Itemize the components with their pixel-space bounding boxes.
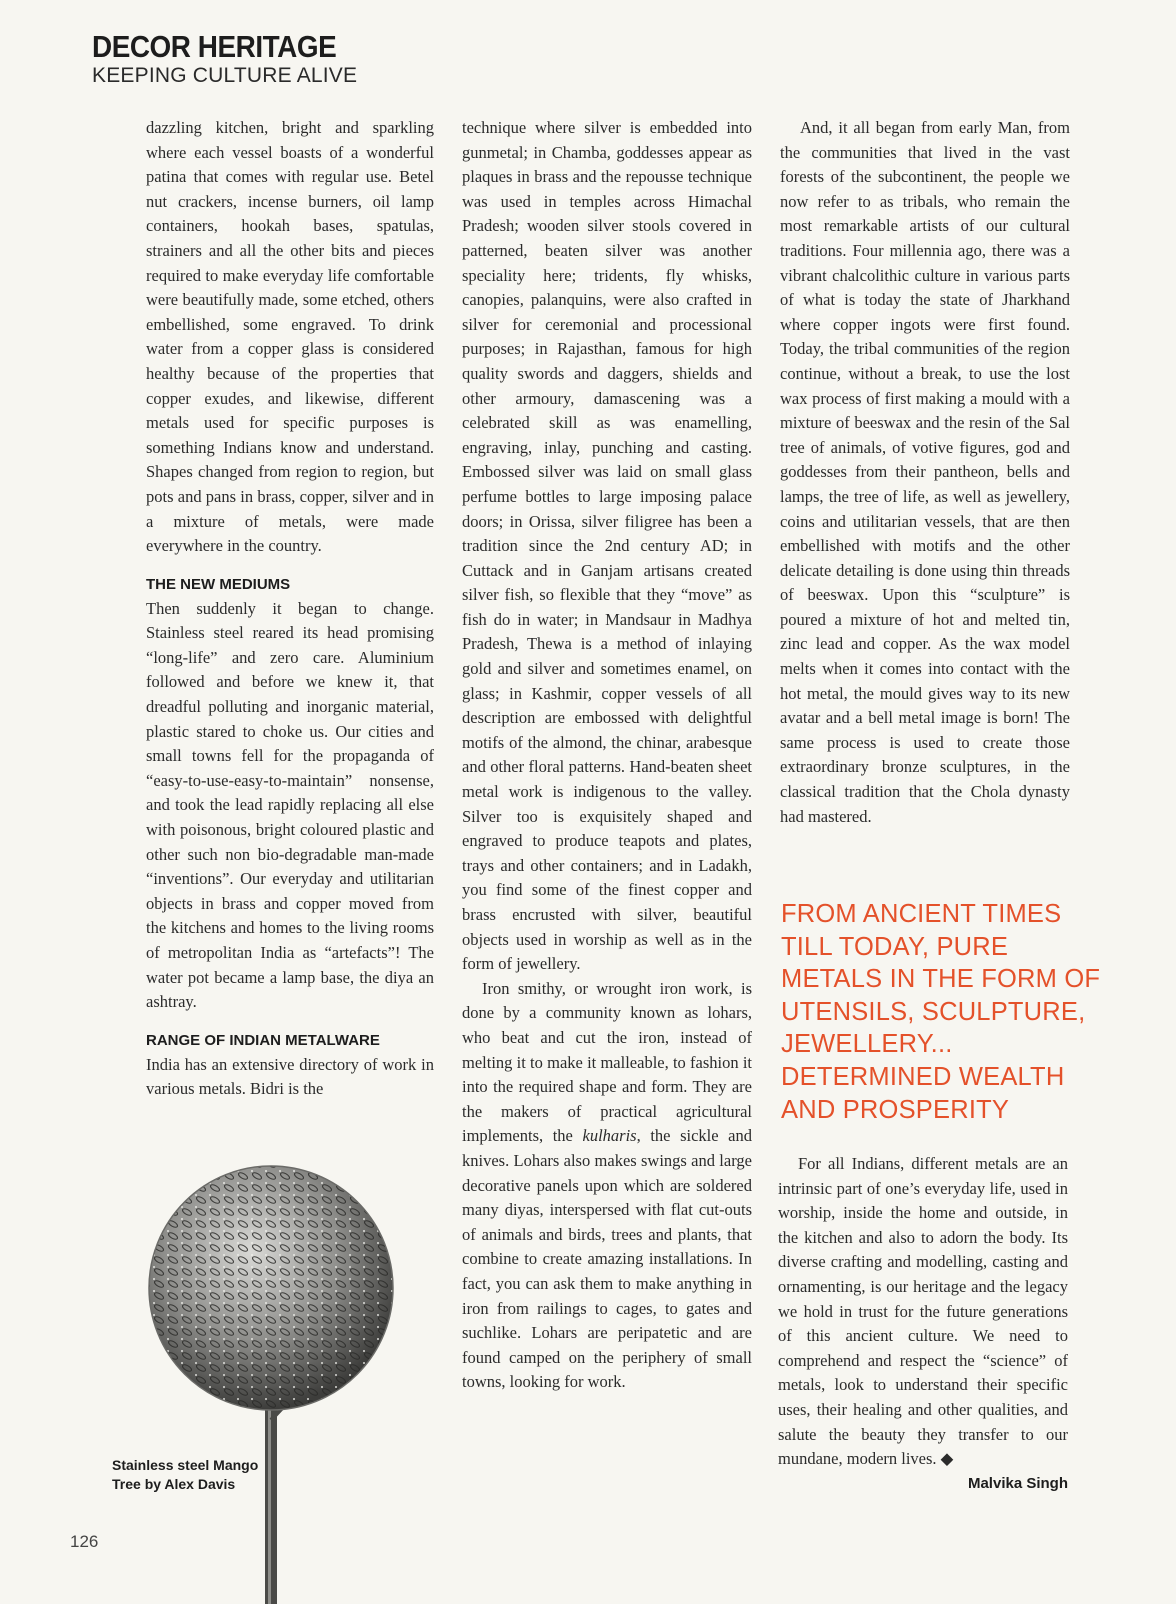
paragraph	[778, 1152, 1068, 1492]
pull-quote: FROM ANCIENT TIMES TILL TODAY, PURE METALS IN THE FORM OF UTENSILS, SCULPTURE, JEWELLERY... DETERMINED WEALTH AND PROSPERITY	[781, 900, 1101, 1124]
column-3-lower	[778, 1152, 1068, 1496]
paragraph: technique where silver is embedded into gunmetal; in Chamba, goddesses appear as plaques in brass and the repousse technique was used in temples across Himachal Pradesh; wooden silver stools covered in patterned, beaten silver was another speciality here; tridents, fly whisks, canopies, palanquins, were also crafted in silver for ceremonial and processional purposes; in Rajasthan, famous for high quality swords and daggers, shields and other armoury, damascening was a celebrated skill as was enamelling, engraving, inlay, punching and casting. Embossed silver was laid on small glass perfume bottles to large imposing palace doors; in Orissa, silver filigree has been a tradition since the 2nd century AD; in Cuttack and in Ganjam artisans created silver fish, so flexible that they “move” as fish do in water; in Mandsaur in Madhya Pradesh, Thewa is a method of inlaying gold and silver and sometimes enamel, on glass; in Kashmir, copper vessels of all description are embossed with delightful motifs of the almond, the chinar, arabesque and other floral patterns. Hand-beaten sheet metal work is indigenous to the valley. Silver too is exquisitely shaped and engraved to produce teapots and plates, trays and other containers; and in Ladakh, you find some of the finest copper and brass encrusted with silver, beautiful objects used in worship as well as in the form of jewellery.	[462, 118, 752, 974]
paragraph: dazzling kitchen, bright and sparkling where each vessel boasts of a wonderful patina that comes with regular use. Betel nut crackers, incense burners, oil lamp containers, hookah bases, spatulas, strainers and all the other bits and pieces required to make everyday life comfortable were beautifully made, some etched, others embellished, some engraved. To drink water from a copper glass is considered healthy because of the properties that copper exudes, and likewise, different metals used for specific purposes is something Indians know and understand. Shapes changed from region to region, but pots and pans in brass, copper, silver and in a mixture of metals, were made everywhere in the country.	[146, 118, 434, 556]
section-subtitle: KEEPING CULTURE ALIVE	[92, 64, 358, 87]
column-1	[146, 116, 434, 1102]
page-number: 126	[70, 1532, 99, 1551]
section-title: DECOR HERITAGE	[92, 29, 337, 64]
image-caption: Stainless steel Mango Tree by Alex Davis	[112, 1457, 259, 1492]
page-header	[92, 30, 363, 88]
column-3	[780, 116, 1070, 829]
column-2	[462, 116, 752, 1395]
paragraph: And, it all began from early Man, from the communities that lived in the vast forests of the subcontinent, the people we now refer to as tribals, who remain the most remarkable artists of our cultural traditions. Four millennia ago, there was a vibrant chalcolithic culture in various parts of what is today the state of Jharkhand where copper ingots were first found. Today, the tribal communities of the region continue, without a break, to use the lost wax process of first making a mould with a mixture of beeswax and the resin of the Sal tree of animals, of votive figures, god and goddesses from their pantheon, bells and lamps, the tree of life, as well as jewellery, coins and utilitarian vessels, that are then embellished with motifs and the other delicate detailing is done using thin threads of beeswax. Upon this “sculpture” is poured a mixture of hot and melted tin, zinc lead and copper. As the wax model melts when it comes into contact with the hot metal, the mould gives way to its new avatar and a bell metal image is born! The same process is used to create those extraordinary bronze sculptures, in the classical tradition that the Chola dynasty had mastered.	[780, 118, 1070, 826]
end-mark-icon: ◆	[940, 1449, 954, 1469]
author-byline: Malvika Singh	[967, 1474, 1068, 1492]
subheading-range-of-metalware: RANGE OF INDIAN METALWARE	[146, 1031, 380, 1049]
mango-tree-sculpture-image	[138, 1158, 438, 1604]
paragraph: Then suddenly it began to change. Stainless steel reared its head promising “long-life” and zero care. Aluminium followed and before we knew it, that dreadful polluting and inorganic material, plastic stared to choke us. Our cities and small towns fell for the propaganda of “easy-to-use-easy-to-maintain” nonsense, and took the lead rapidly replacing all else with poisonous, bright coloured plastic and other such non bio-degradable man-made “inventions”. Our everyday and utilitarian objects in brass and copper moved from the kitchens and homes to the living rooms of metropolitan India as “artefacts”! The water pot became a lamp base, the diya an ashtray.	[146, 598, 434, 1012]
text-run: , the sickle and knives. Lohars also makes swings and large decorative panels upon which are soldered many diyas, interspersed with flat cut-outs of animals and birds, trees and plants, that combine to create amazing installations. In fact, you can ask them to make anything in iron from railings to cages, to gates and suchlike. Lohars are peripatetic and are found camped on the periphery of small towns, looking for work.	[462, 1126, 753, 1392]
italic-term: kulharis	[582, 1126, 637, 1146]
subheading-new-mediums: THE NEW MEDIUMS	[146, 575, 291, 593]
paragraph: India has an extensive directory of work in various metals. Bidri is the	[146, 1054, 434, 1099]
closing-text: For all Indians, different metals are an intrinsic part of one’s everyday life, used in worship, inside the home and outside, in the kitchen and also to adorn the body. Its diverse crafting and modelling, casting and ornamenting, is our heritage and the legacy we hold in trust for the future generations of this ancient culture. We need to comprehend and respect the “science” of metals, look to understand their specific uses, their healing and other qualities, and salute the beauty they transfer to our mundane, modern lives.	[778, 1154, 1068, 1469]
paragraph	[462, 977, 752, 1395]
text-run: Iron smithy, or wrought iron work, is done by a community known as lohars, who beat and cut the iron, instead of melting it to make it malleable, to fashion it into the required shape and form. They are the makers of practical agricultural implements, the	[462, 978, 752, 1146]
